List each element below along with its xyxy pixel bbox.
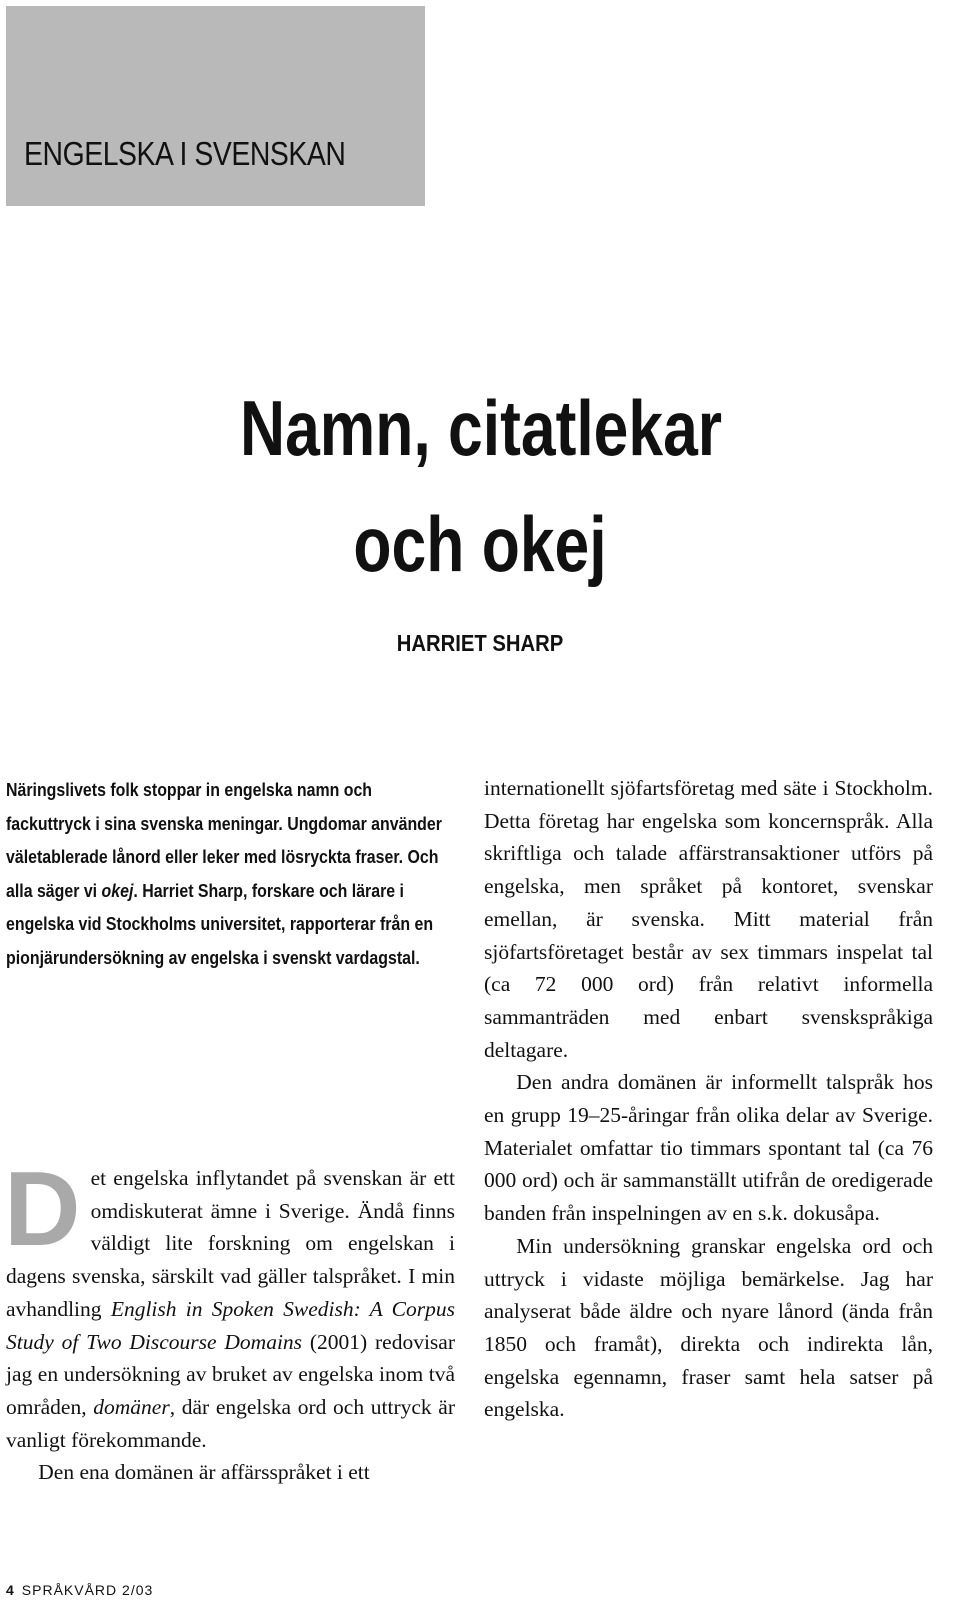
section-title: ENGELSKA I SVENSKAN (24, 135, 346, 172)
lead-text-2: . Harriet Sharp, forskare och lärare i engelska vid Stockholms universitet, rapporterar från en pionjärundersökning av engelska i svenskt vardagstal. (6, 879, 434, 968)
section-header-box (6, 6, 425, 206)
body-paragraph-3: internationellt sjöfartsföretag med säte i Stockholm. Detta företag har engelska som koncernspråk. Alla skriftliga och talade affärstransaktioner utförs på engelska, men språket på kontoret, svenskar emellan, är svenska. Mitt material från sjöfartsföretaget består av sex timmars inspelat tal (ca 72 000 ord) från relativt informella sammanträden med enbart svenskspråkiga deltagare. (484, 776, 933, 1062)
journal-issue: SPRÅKVÅRD 2/03 (21, 1582, 154, 1598)
body-paragraph-4: Den andra domänen är informellt talspråk hos en grupp 19–25-åringar från olika delar av Sverige. Materialet omfattar tio timmars spontant tal (ca 76 000 ord) och är sammanställt utifrån de oredigerade banden från inspelningen av en s.k. dokusåpa. (484, 1070, 933, 1226)
page-footer (6, 1582, 153, 1598)
page-number: 4 (6, 1582, 14, 1598)
body-paragraph-5: Min undersökning granskar engelska ord och uttryck i vidaste möjliga bemärkelse. Jag har analyserat både äldre och nyare lånord (ända från 1850 och framåt), direkta och indirekta lån, engelska egennamn, fraser samt hela satser på engelska. (484, 1233, 933, 1422)
body-p1-text-1: et engelska inflytandet på svenskan är ett omdiskuterat ämne i Sverige. Ändå finns väldigt lite forskning om engelskan i dagens svenska, särskilt vad gäller talspråket. I min avhandling (6, 1166, 455, 1321)
drop-cap: D (4, 1150, 81, 1268)
term-domaner: domäner (93, 1394, 170, 1419)
thesis-title: English in Spoken Swedish: A Corpus Study of Two Discourse Domains (6, 1296, 455, 1354)
lead-italic-okej: okej (101, 879, 134, 901)
body-p1-text-3: , där engelska ord och uttryck är vanligt förekommande. (6, 1394, 456, 1452)
body-column-right (484, 772, 933, 1426)
body-p1-text-2: (2001) redovisar jag en undersökning av bruket av engelska inom två områden, (6, 1329, 455, 1419)
body-paragraph-2: Den ena domänen är affärsspråket i ett (38, 1460, 370, 1485)
body-column-left (4, 1150, 456, 1489)
article-title (240, 370, 723, 602)
title-line-2: och okej (353, 500, 607, 588)
lead-text-1: Näringslivets folk stoppar in engelska namn och fackuttryck i sina svenska meningar. Ungdomar använder väletablerade lånord eller leker med lösryckta fraser. Och alla säger vi (6, 779, 442, 901)
body-paragraph-1 (4, 1150, 456, 1456)
title-line-1: Namn, citatlekar (240, 384, 723, 472)
author-byline: HARRIET SHARP (396, 630, 564, 656)
lead-paragraph (6, 773, 445, 974)
